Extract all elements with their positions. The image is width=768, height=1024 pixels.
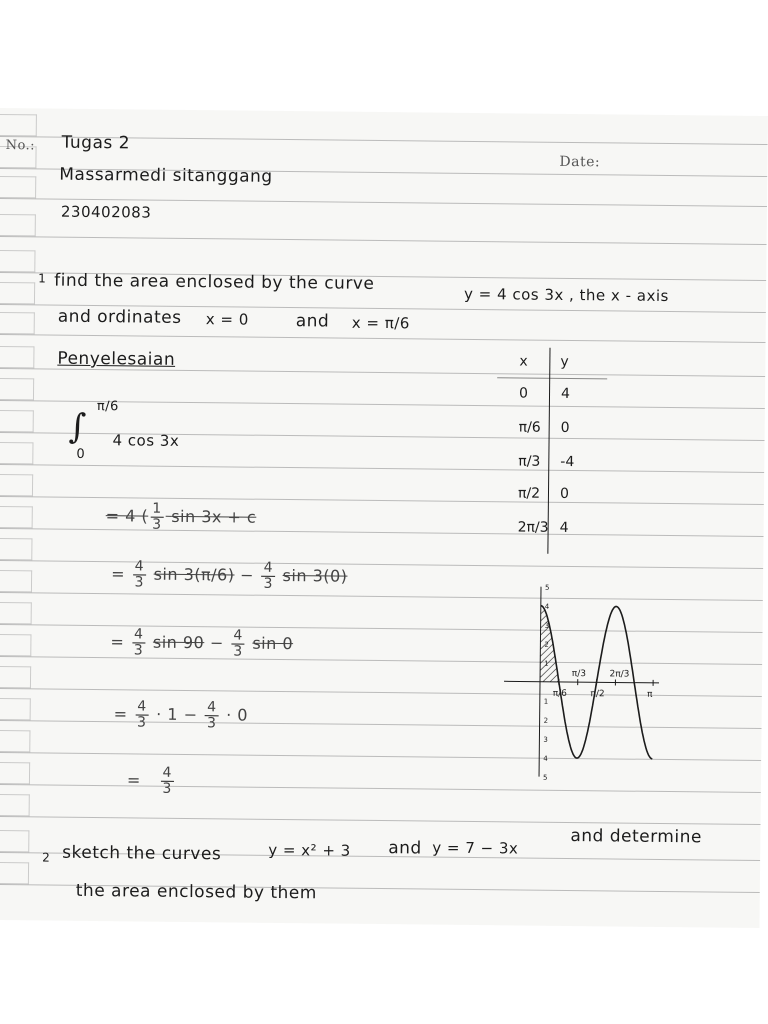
step-4-term-a: · 1 bbox=[156, 704, 179, 724]
problem-1-number: 1 bbox=[38, 271, 47, 286]
margin-box bbox=[0, 862, 29, 884]
table-cell-y: 0 bbox=[559, 485, 569, 502]
step-3-minus: − bbox=[209, 633, 224, 653]
problem-2-text-line1: sketch the curves bbox=[62, 842, 222, 865]
table-cell-x: π/6 bbox=[518, 419, 541, 436]
step-5-num: 4 bbox=[160, 766, 174, 782]
date-label: Date: bbox=[559, 153, 601, 171]
step-1-frac-den: 3 bbox=[152, 516, 162, 533]
step-2-den: 3 bbox=[134, 574, 145, 591]
step-2-term-a: sin 3(π/6) bbox=[153, 564, 235, 585]
curve-1: y = x² + 3 bbox=[268, 840, 351, 860]
step-3-den-b: 3 bbox=[233, 643, 243, 660]
integral-sign: ∫ bbox=[68, 406, 88, 447]
integral-lower-limit: 0 bbox=[76, 446, 86, 462]
ordinate-a: x = 0 bbox=[205, 310, 249, 329]
step-4-minus: − bbox=[183, 704, 198, 725]
margin-box bbox=[0, 830, 29, 852]
step-5-eq: = bbox=[126, 770, 141, 790]
curve-2: y = 7 − 3x bbox=[432, 838, 519, 858]
margin-box bbox=[0, 634, 31, 656]
margin-box bbox=[0, 762, 30, 784]
rule-line bbox=[0, 368, 765, 377]
step-5 bbox=[127, 765, 176, 797]
problem-1-text-line2: and ordinates bbox=[57, 306, 182, 328]
no-label: No.: bbox=[5, 138, 36, 154]
problem-1-text-line1: find the area enclosed by the curve bbox=[54, 270, 375, 294]
step-4-eq: = bbox=[113, 704, 128, 724]
margin-box bbox=[0, 176, 36, 198]
table-header-line bbox=[497, 377, 607, 379]
y-tick-label: 5 bbox=[544, 583, 550, 592]
cosine-sketch bbox=[493, 581, 665, 783]
step-3 bbox=[110, 627, 293, 660]
student-name: Massarmedi sitanggang bbox=[59, 164, 273, 187]
margin-box bbox=[0, 730, 30, 752]
y-tick-label: 3 bbox=[544, 621, 550, 630]
step-4-den-b: 3 bbox=[206, 715, 217, 732]
problem-2-text-line2: the area enclosed by them bbox=[75, 880, 317, 904]
step-1 bbox=[106, 501, 257, 534]
step-3-den: 3 bbox=[133, 642, 144, 659]
step-3-term-a: sin 90 bbox=[152, 632, 205, 653]
ordinate-b: x = π/6 bbox=[351, 313, 410, 333]
step-3-eq: = bbox=[110, 632, 125, 652]
rule-line bbox=[0, 816, 761, 825]
y-tick-label: 2 bbox=[543, 716, 549, 725]
rule-line bbox=[0, 334, 766, 343]
x-tick-label: 2π/3 bbox=[609, 669, 630, 680]
step-2-minus: − bbox=[240, 565, 255, 585]
step-1-rest: sin 3x + c bbox=[171, 506, 257, 527]
problem-2-number: 2 bbox=[42, 850, 51, 865]
rule-line bbox=[0, 784, 761, 793]
step-2-num-b: 4 bbox=[262, 561, 276, 577]
margin-box bbox=[0, 378, 34, 400]
y-tick-label: 3 bbox=[543, 735, 548, 744]
x-axis bbox=[504, 681, 659, 683]
integral-upper-limit: π/6 bbox=[96, 399, 119, 415]
table-cell-y: -4 bbox=[560, 453, 575, 471]
margin-box bbox=[0, 114, 37, 136]
margin-box bbox=[0, 474, 33, 496]
table-cell-x: π/2 bbox=[517, 485, 541, 502]
margin-box bbox=[0, 346, 35, 368]
table-cell-y: 4 bbox=[560, 385, 571, 402]
margin-box bbox=[0, 282, 35, 304]
step-1-frac-num: 1 bbox=[150, 502, 164, 518]
ruled-lines bbox=[0, 108, 768, 116]
margin-box bbox=[0, 250, 36, 272]
table-cell-x: π/3 bbox=[518, 453, 541, 470]
step-5-den: 3 bbox=[162, 780, 172, 797]
margin-box bbox=[0, 698, 31, 720]
problem-2-and: and bbox=[388, 838, 422, 859]
margin-box bbox=[0, 570, 32, 592]
margin-box bbox=[0, 794, 30, 816]
y-tick-label: 2 bbox=[544, 640, 549, 649]
margin-box bbox=[0, 538, 32, 560]
margin-box bbox=[0, 506, 33, 528]
solution-heading: Penyelesaian bbox=[57, 348, 176, 370]
step-3-num: 4 bbox=[132, 627, 146, 643]
y-tick-label: 4 bbox=[543, 754, 548, 763]
step-3-term-b: sin 0 bbox=[252, 633, 294, 654]
y-tick-label: 5 bbox=[542, 773, 548, 782]
table-cell-y: 0 bbox=[560, 419, 570, 436]
x-tick-label: π bbox=[646, 689, 653, 700]
margin-box bbox=[0, 214, 36, 236]
margin-box bbox=[0, 410, 34, 432]
step-2-term-b: sin 3(0) bbox=[282, 565, 348, 586]
margin-boxes bbox=[0, 108, 768, 116]
step-2-num: 4 bbox=[133, 559, 147, 575]
y-tick-label: 1 bbox=[543, 697, 549, 706]
problem-1-equation: y = 4 cos 3x , the x - axis bbox=[463, 284, 669, 306]
margin-box bbox=[0, 312, 35, 334]
step-1-prefix: = 4 ( bbox=[105, 506, 149, 526]
table-cell-y: 4 bbox=[559, 519, 569, 536]
step-2-eq: = bbox=[111, 564, 126, 584]
step-4 bbox=[113, 699, 248, 731]
assignment-title: Tugas 2 bbox=[61, 132, 131, 154]
student-id: 230402083 bbox=[60, 202, 152, 222]
step-4-num: 4 bbox=[135, 699, 149, 715]
rule-line bbox=[0, 464, 764, 473]
table-cell-x: 0 bbox=[518, 385, 529, 402]
step-2-den-b: 3 bbox=[263, 575, 274, 592]
margin-box bbox=[0, 666, 31, 688]
x-tick-label: π/3 bbox=[571, 669, 587, 680]
problem-2-tail: and determine bbox=[570, 826, 702, 848]
table-header-y: y bbox=[560, 353, 569, 370]
margin-box bbox=[0, 442, 34, 464]
table-cell-x: 2π/3 bbox=[517, 519, 549, 536]
integrand: 4 cos 3x bbox=[112, 431, 180, 450]
step-2 bbox=[111, 559, 348, 592]
notebook-page bbox=[0, 108, 768, 928]
margin-box bbox=[0, 602, 32, 624]
step-4-den: 3 bbox=[136, 714, 147, 731]
y-tick-label: 4 bbox=[544, 602, 550, 611]
rule-line bbox=[0, 236, 767, 245]
x-tick-label: π/2 bbox=[590, 689, 605, 700]
y-tick-label: 1 bbox=[544, 659, 549, 668]
step-4-num-b: 4 bbox=[205, 700, 219, 716]
step-4-term-b: · 0 bbox=[226, 705, 249, 725]
step-3-num-b: 4 bbox=[231, 628, 245, 644]
x-tick-label: π/6 bbox=[552, 688, 567, 699]
table-header-x: x bbox=[519, 353, 528, 370]
and-word: and bbox=[295, 311, 330, 332]
